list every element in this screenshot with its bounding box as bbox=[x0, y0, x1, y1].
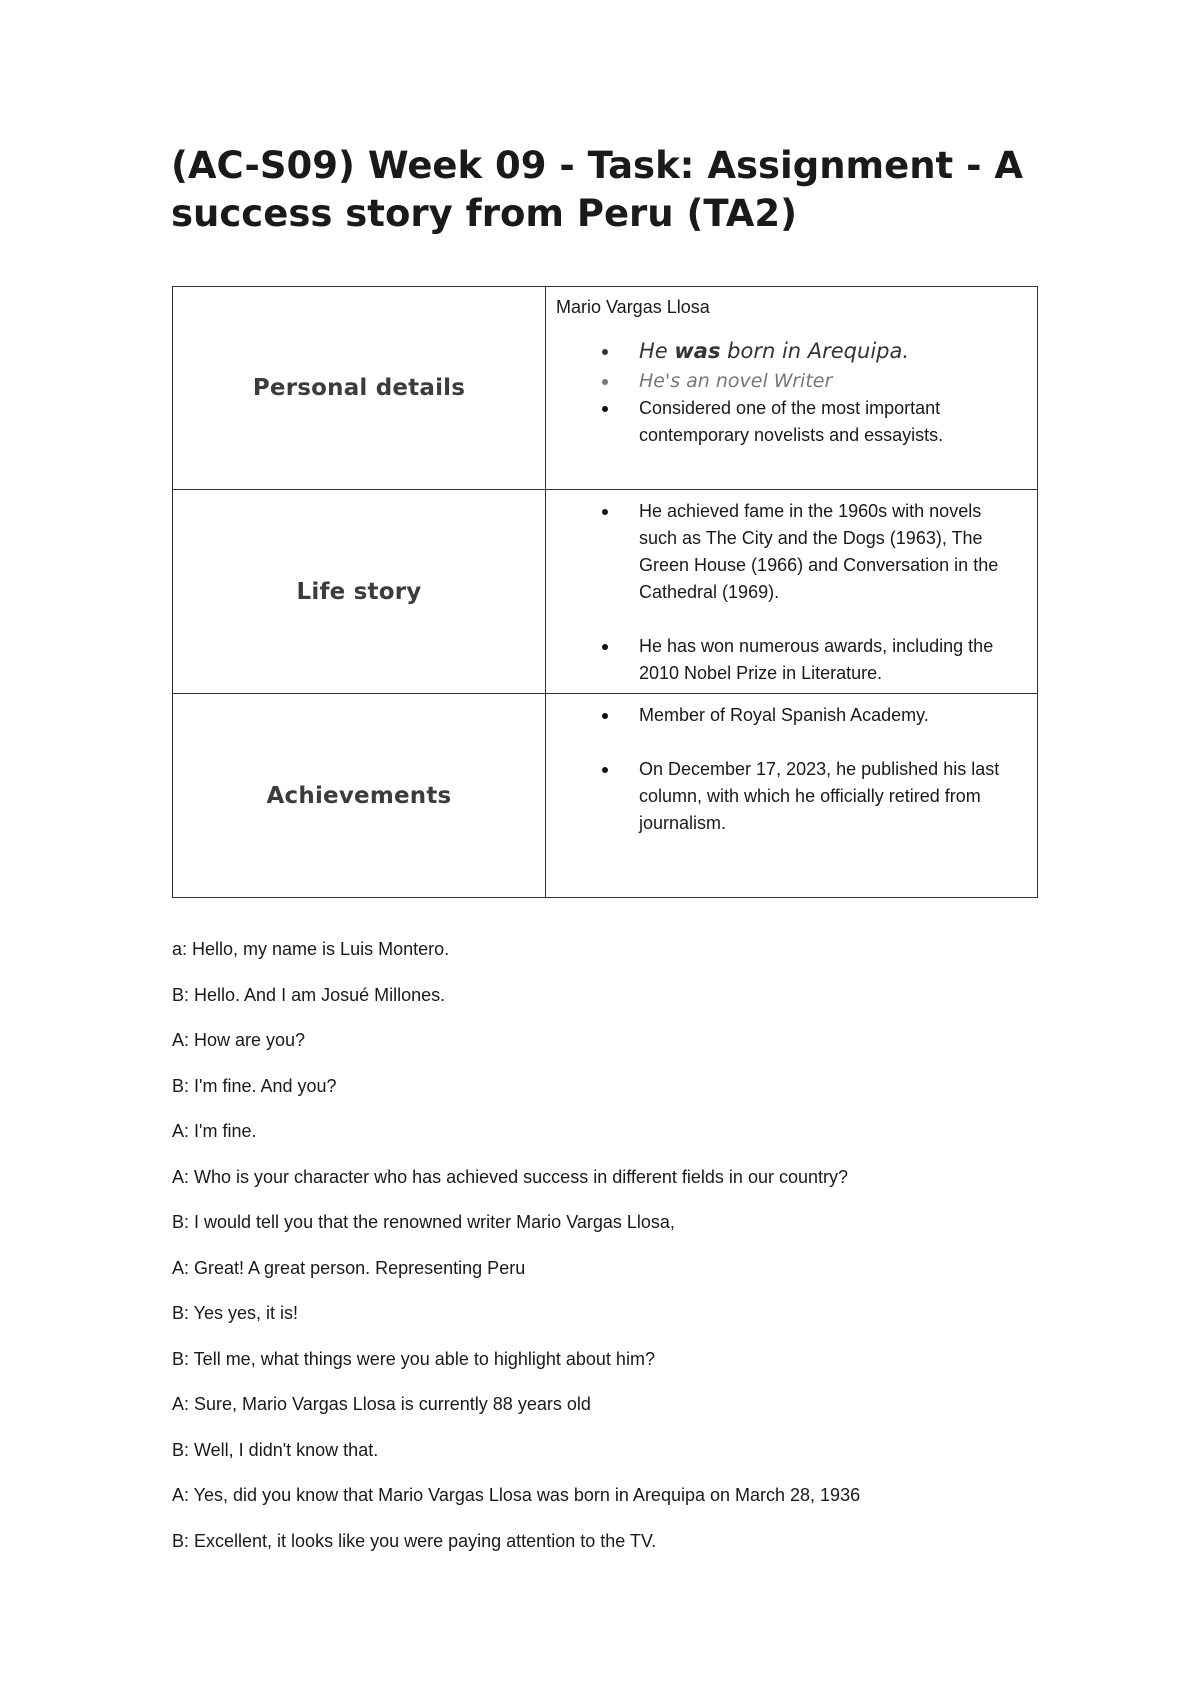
dialogue-line: A: Who is your character who has achieved success in different fields in our country? bbox=[172, 1166, 849, 1187]
subject-name: Mario Vargas Llosa bbox=[556, 297, 710, 317]
list-item: He achieved fame in the 1960s with novels such as The City and the Dogs (1963), The Green House (1966) and Conversation in the Cathedral (1969). bbox=[556, 498, 1023, 606]
bullet-list bbox=[556, 335, 1023, 449]
list-item: Considered one of the most important contemporary novelists and essayists. bbox=[556, 395, 1023, 449]
bullet-text: born in Arequipa. bbox=[720, 339, 910, 363]
list-item: On December 17, 2023, he published his last column, with which he officially retired from journalism. bbox=[556, 756, 1023, 837]
list-item: Member of Royal Spanish Academy. bbox=[556, 702, 1023, 729]
list-item bbox=[556, 335, 1023, 367]
dialogue bbox=[172, 936, 1052, 1573]
bullet-list bbox=[556, 498, 1023, 687]
row-label-life-story: Life story bbox=[296, 578, 422, 605]
dialogue-line: A: I'm fine. bbox=[172, 1121, 257, 1141]
dialogue-line: B: I'm fine. And you? bbox=[172, 1075, 337, 1096]
dialogue-line: A: How are you? bbox=[172, 1030, 306, 1050]
content-cell-life-story bbox=[546, 490, 1038, 694]
content-cell-achievements bbox=[546, 694, 1038, 898]
dialogue-line: B: Tell me, what things were you able to highlight about him? bbox=[172, 1348, 655, 1369]
dialogue-line: A: Great! A great person. Representing Peru bbox=[172, 1257, 526, 1278]
bullet-bold-text: was bbox=[674, 339, 721, 363]
bullet-text: He bbox=[639, 339, 675, 363]
info-table bbox=[172, 286, 1038, 898]
page-title: (AC-S09) Week 09 - Task: Assignment - A success story from Peru (TA2) bbox=[171, 144, 1023, 235]
dialogue-line: A: Yes, did you know that Mario Vargas Llosa was born in Arequipa on March 28, 1936 bbox=[172, 1485, 861, 1505]
dialogue-line: B: Hello. And I am Josué Millones. bbox=[172, 984, 446, 1005]
table-row-achievements bbox=[173, 694, 1038, 898]
dialogue-line: a: Hello, my name is Luis Montero. bbox=[172, 939, 450, 959]
row-label-achievements: Achievements bbox=[266, 782, 452, 809]
list-item: He has won numerous awards, including the 2010 Nobel Prize in Literature. bbox=[556, 633, 1023, 687]
content-cell-personal-details bbox=[546, 287, 1038, 490]
row-label-cell bbox=[173, 287, 546, 490]
dialogue-line: B: I would tell you that the renowned writer Mario Vargas Llosa, bbox=[172, 1212, 675, 1232]
row-label-cell bbox=[173, 490, 546, 694]
row-label-cell bbox=[173, 694, 546, 898]
dialogue-line: B: Excellent, it looks like you were paying attention to the TV. bbox=[172, 1530, 657, 1551]
table-row-life-story bbox=[173, 490, 1038, 694]
list-item: He's an novel Writer bbox=[556, 367, 1023, 395]
dialogue-line: B: Yes yes, it is! bbox=[172, 1303, 299, 1323]
dialogue-line: B: Well, I didn't know that. bbox=[172, 1439, 379, 1460]
row-label-personal-details: Personal details bbox=[252, 375, 466, 401]
dialogue-line: A: Sure, Mario Vargas Llosa is currently 88 years old bbox=[172, 1394, 591, 1414]
bullet-list bbox=[556, 702, 1023, 837]
table-row-personal-details bbox=[173, 287, 1038, 490]
